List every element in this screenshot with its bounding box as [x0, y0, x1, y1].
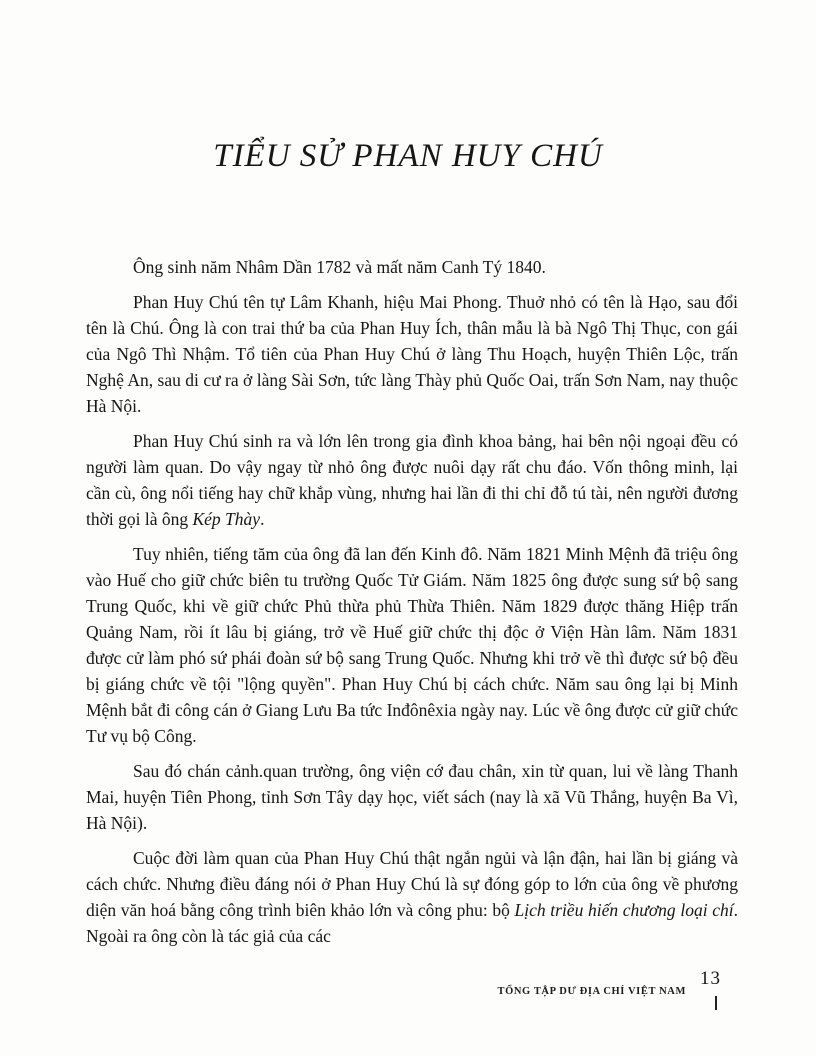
page-number: 13	[700, 968, 721, 989]
italic-text-run: Lịch triều hiến chương loại chí	[514, 900, 734, 920]
text-run: Tuy nhiên, tiếng tăm của ông đã lan đến Kinh đô. Năm 1821 Minh Mệnh đã triệu ông vào Huế cho giữ chức biên tu trường Quốc Tử Giám. Năm 1825 ông được sung sứ bộ sang Trung Quốc, khi về giữ chức Phủ thừa phủ Thừa Thiên. Năm 1829 được thăng Hiệp trấn Quảng Nam, rồi ít lâu bị giáng, trở về Huế giữ chức thị độc ở Viện Hàn lâm. Năm 1831 được cử làm phó sứ phái đoàn sứ bộ sang Trung Quốc. Nhưng khi trở về thì được sứ bộ đều bị giáng chức về tội "lộng quyền". Phan Huy Chú bị cách chức. Năm sau ông lại bị Minh Mệnh bắt đi công cán ở Giang Lưu Ba tức Inđônêxia ngày nay. Lúc về ông được cử giữ chức Tư vụ bộ Công.	[86, 544, 738, 746]
body-text	[86, 254, 738, 958]
paragraph	[86, 758, 738, 836]
italic-text-run: Kép Thày	[192, 509, 261, 529]
page-number-tick-mark	[715, 996, 717, 1010]
paragraph	[86, 289, 738, 419]
text-run: Cuộc đời làm quan của Phan Huy Chú thật ngắn ngủi và lận đận, hai lần bị giáng và cách chức. Nhưng điều đáng nói ở Phan Huy Chú là sự đóng góp to lớn của ông về phương diện văn hoá bằng công trình biên khảo lớn và công phu: bộ	[86, 848, 738, 920]
paragraph	[86, 541, 738, 749]
text-run: Phan Huy Chú sinh ra và lớn lên trong gia đình khoa bảng, hai bên nội ngoại đều có người làm quan. Do vậy ngay từ nhỏ ông được nuôi dạy rất chu đáo. Vốn thông minh, lại cần cù, ông nổi tiếng hay chữ khắp vùng, nhưng hai lần đi thi chỉ đỗ tú tài, nên người đương thời gọi là ông	[86, 431, 738, 529]
text-run: Ông sinh năm Nhâm Dần 1782 và mất năm Canh Tý 1840.	[133, 257, 546, 277]
footer-book-title: TỔNG TẬP DƯ ĐỊA CHÍ VIỆT NAM	[497, 986, 686, 997]
text-run: Sau đó chán cảnh.quan trường, ông viện cớ đau chân, xin từ quan, lui về làng Thanh Mai, huyện Tiên Phong, tỉnh Sơn Tây dạy học, viết sách (nay là xã Vũ Thắng, huyện Ba Vì, Hà Nội).	[86, 761, 738, 833]
paragraph	[86, 845, 738, 949]
text-run: .	[260, 509, 265, 529]
text-run: Phan Huy Chú tên tự Lâm Khanh, hiệu Mai Phong. Thuở nhỏ có tên là Hạo, sau đổi tên là Chú. Ông là con trai thứ ba của Phan Huy Ích, thân mẫu là bà Ngô Thị Thục, con gái của Ngô Thì Nhậm. Tổ tiên của Phan Huy Chú ở làng Thu Hoạch, huyện Thiên Lộc, trấn Nghệ An, sau di cư ra ở làng Sài Sơn, tức làng Thày phủ Quốc Oai, trấn Sơn Nam, nay thuộc Hà Nội.	[86, 292, 738, 416]
text-run: . Ngoài ra ông còn là tác giả của các	[86, 900, 738, 946]
paragraph	[86, 428, 738, 532]
page-title: TIỂU SỬ PHAN HUY CHÚ	[213, 138, 603, 174]
paragraph	[86, 254, 738, 280]
